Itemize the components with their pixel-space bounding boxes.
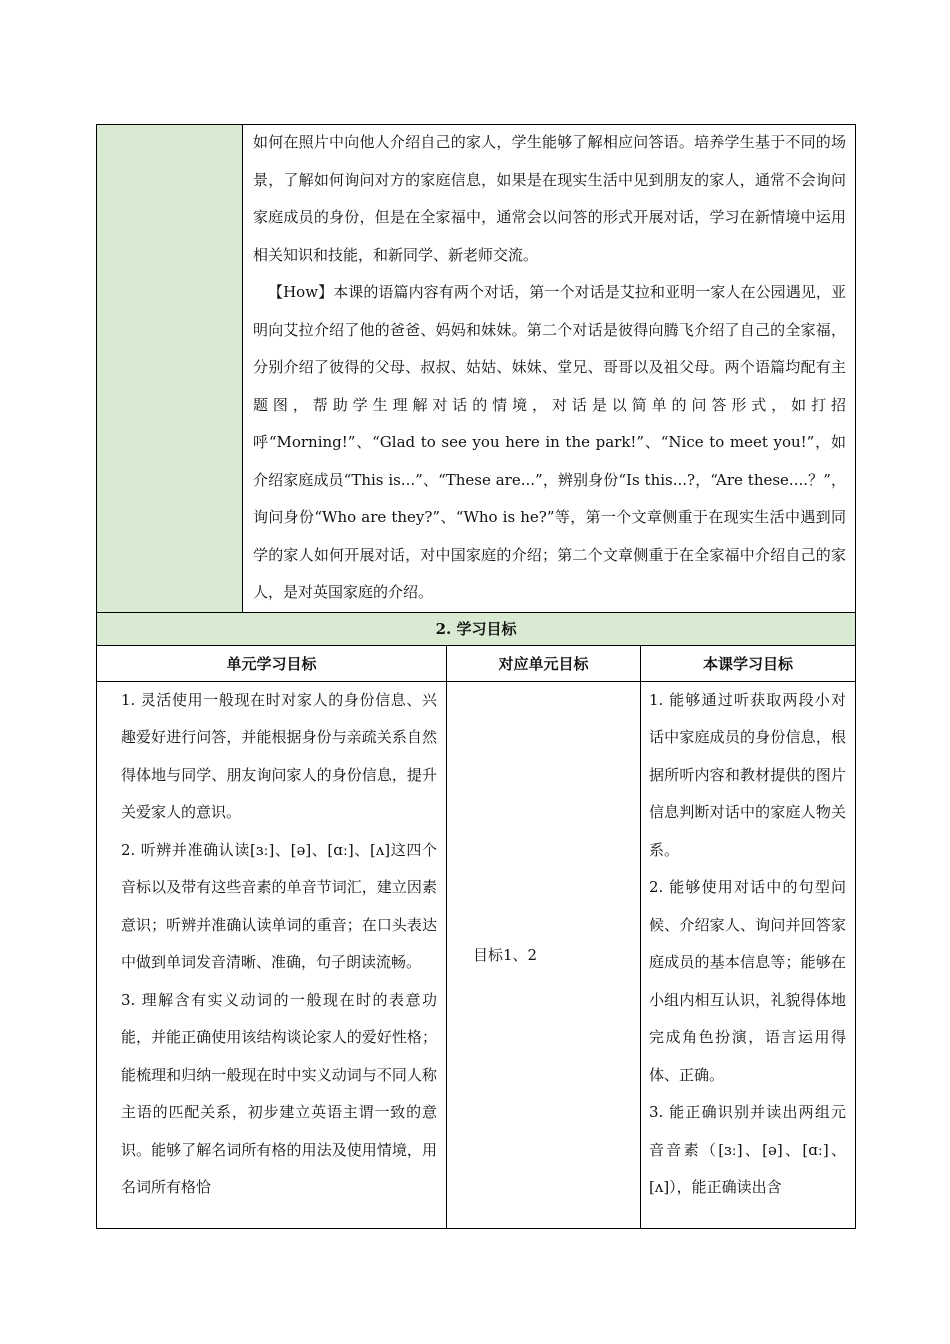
header-mapped-goals: 对应单元目标	[447, 645, 641, 681]
section-title: 2. 学习目标	[97, 612, 856, 645]
header-unit-goals: 单元学习目标	[97, 645, 447, 681]
section-heading-row	[97, 612, 856, 645]
intro-paragraph-1: 如何在照片中向他人介绍自己的家人，学生能够了解相应问答语。培养学生基于不同的场景，了解如何询问对方的家庭信息，如果是在现实生活中见到朋友的家人，通常不会询问家庭成员的身份，但是在全家福中，通常会以问答的形式开展对话，学习在新情境中运用相关知识和技能，和新同学、新老师交流。	[253, 133, 847, 264]
goals-row	[97, 681, 856, 1228]
unit-goal-item: 2. 听辨并准确认读[ɜː]、[ə]、[ɑː]、[ʌ]这四个音标以及带有这些音素的单音节词汇，建立因素意识；听辨并准确认读单词的重音；在口头表达中做到单词发音清晰、准确，句子朗读流畅。	[121, 840, 437, 971]
intro-row	[97, 125, 856, 613]
lesson-goal-item: 2. 能够使用对话中的句型问候、介绍家人、询问并回答家庭成员的基本信息等；能够在小组内相互认识，礼貌得体地完成角色扮演，语言运用得体、正确。	[649, 878, 847, 1084]
lesson-goal-item: 1. 能够通过听获取两段小对话中家庭成员的身份信息，根据所听内容和教材提供的图片信息判断对话中的家庭人物关系。	[649, 690, 847, 859]
unit-goal-item: 1. 灵活使用一般现在时对家人的身份信息、兴趣爱好进行问答，并能根据身份与亲疏关系自然得体地与同学、朋友询问家人的身份信息，提升关爱家人的意识。	[121, 690, 437, 821]
lesson-goals-cell	[641, 681, 856, 1228]
mapped-goal-cell: 目标1、2	[447, 681, 641, 1228]
unit-goals-cell	[97, 681, 447, 1228]
lesson-plan-table	[96, 124, 856, 1229]
header-lesson-goals: 本课学习目标	[641, 645, 856, 681]
unit-goal-item: 3. 理解含有实义动词的一般现在时的表意功能，并能正确使用该结构谈论家人的爱好性格；能梳理和归纳一般现在时中实义动词与不同人称主语的匹配关系，初步建立英语主谓一致的意识。能够了解名词所有格的用法及使用情境，用名词所有格恰	[121, 990, 437, 1196]
intro-paragraph-how: 【How】本课的语篇内容有两个对话，第一个对话是艾拉和亚明一家人在公园遇见，亚明向艾拉介绍了他的爸爸、妈妈和妹妹。第二个对话是彼得向腾飞介绍了自己的全家福，分别介绍了彼得的父母、叔叔、姑姑、妹妹、堂兄、哥哥以及祖父母。两个语篇均配有主题图，帮助学生理解对话的情境，对话是以简单的问答形式，如打招呼“Morning!”、“Glad to see you here in the park!”、“Nice to meet you!”，如介绍家庭成员“This is...”、“These are...”，辨别身份“Is this...?，“Are these....？”，询问身份“Who are they?”、“Who is he?”等，第一个文章侧重于在现实生活中遇到同学的家人如何开展对话，对中国家庭的介绍；第二个文章侧重于在全家福中介绍自己的家人，是对英国家庭的介绍。	[253, 283, 847, 601]
lesson-goal-item: 3. 能正确识别并读出两组元音音素（[ɜː]、[ə]、[ɑː]、[ʌ]），能正确读出含	[649, 1103, 847, 1196]
column-header-row	[97, 645, 856, 681]
intro-text-cell	[243, 125, 856, 613]
label-column-cell	[97, 125, 243, 613]
